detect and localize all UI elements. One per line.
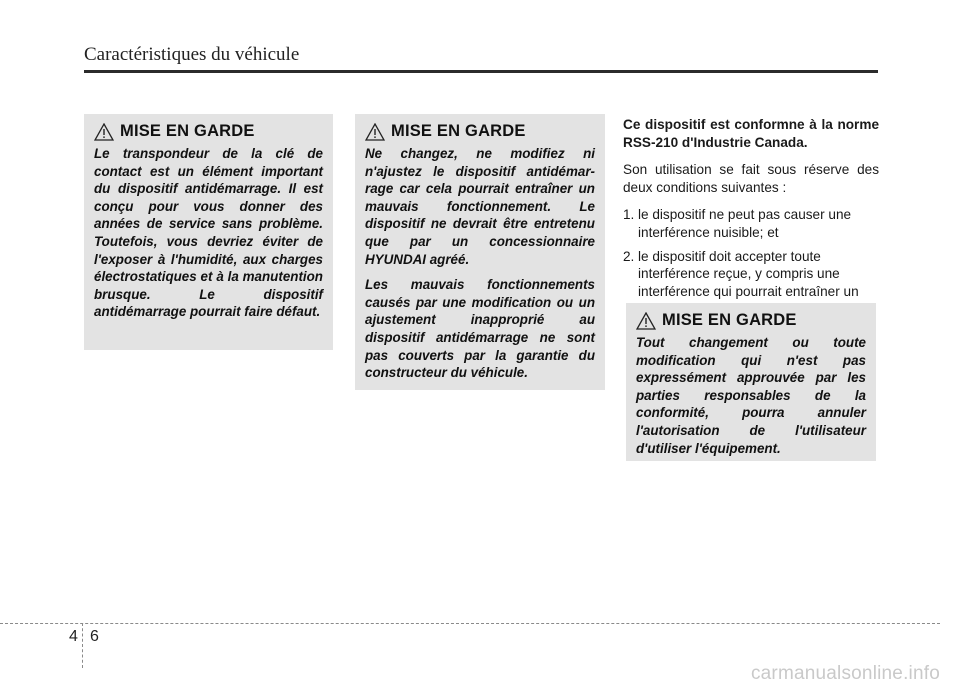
list-number: 2. [623,248,635,264]
warning-text: Le transpondeur de la clé de contact est un élément important du dispositif antidémarrage. Il est conçu pour vous donner des années de service sans problème. Toutefois, vous devriez éviter de l'exposer à l'humidité, aux charges électrostatiques et à la manutention brusque. Le dispositif antidémarrage pourrait faire défaut. [94,146,323,320]
chapter-number: 4 [69,628,78,645]
conditions-intro: Son utilisation se fait sous réserve des deux conditions suivantes : [623,162,879,195]
page-number: 6 [90,628,99,645]
warning-box-transponder [84,114,333,350]
list-text: le dispositif doit accepter toute interférence reçue, y compris une interférence qui pourrait entraîner un [638,248,859,299]
warning-title: MISE EN GARDE [120,122,255,140]
conformity-statement: Ce dispositif est conformne à la norme RSS-210 d'Industrie Canada. [623,117,879,150]
warning-triangle-icon [365,123,385,141]
warning-text: Les mauvais fonctionnements causés par une modification ou un ajustement inapproprié au dispositif antidémarrage ne sont pas couverts par la garantie du constructeur du véhicule. [365,277,595,381]
chapter-title: Caractéristiques du véhicule [84,44,300,65]
warning-text: Tout changement ou toute modification qui n'est pas expressément approuvée par les parties responsables de la conformité, pourra annuler l'autorisation de l'utilisateur d'utiliser l'équipement. [636,335,866,456]
warning-triangle-icon [636,312,656,330]
footer-divider [0,623,940,624]
right-column [623,116,879,318]
warning-title: MISE EN GARDE [391,122,526,140]
watermark: carmanualsonline.info [750,663,940,684]
list-item [623,206,879,241]
warning-header [636,311,866,330]
warning-box-modification [355,114,605,390]
warning-triangle-icon [94,123,114,141]
warning-box-equipment [626,303,876,461]
header-rule [84,70,878,73]
list-number: 1. [623,207,635,223]
warning-title: MISE EN GARDE [662,311,797,329]
list-text: le dispositif ne peut pas causer une interférence nuisible; et [638,207,852,240]
warning-text: Ne changez, ne modifiez ni n'ajustez le dispositif antidémar-rage car cela pourrait entraîner un mauvais fonctionnement. Le dispositif ne devrait être entretenu que par un concessionnaire HYUNDAI agréé. [365,146,595,267]
warning-header [365,122,595,141]
warning-header [94,122,323,141]
footer-vertical-divider [82,623,83,668]
